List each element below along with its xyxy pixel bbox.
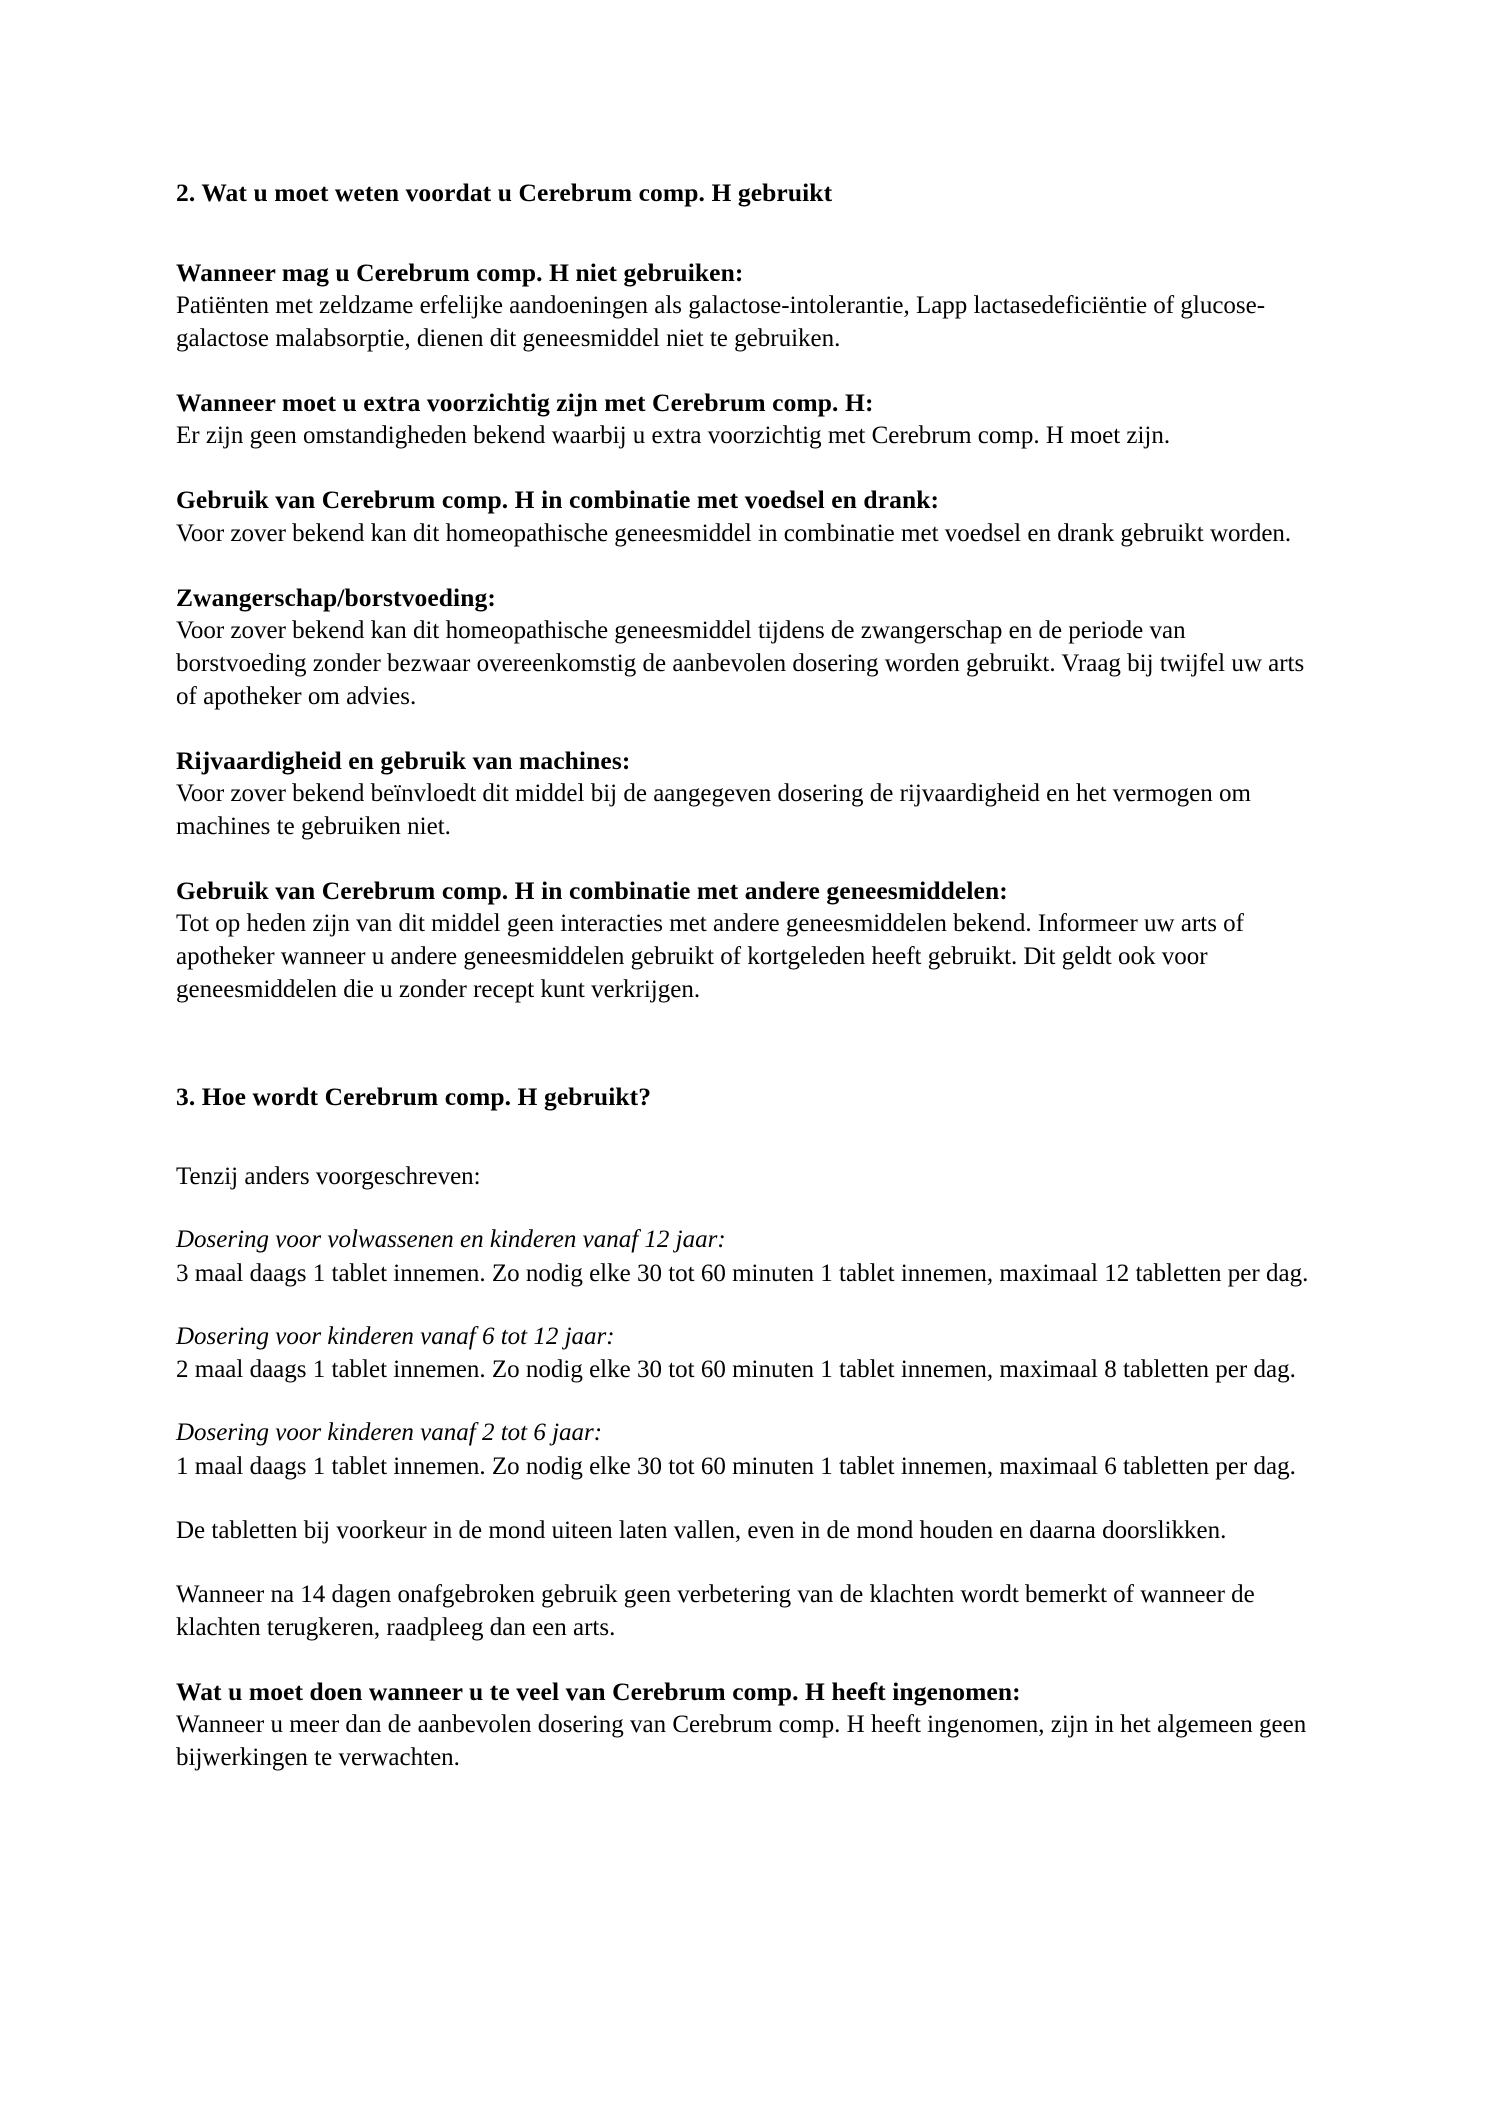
dosage-body: 1 maal daags 1 tablet innemen. Zo nodig elke 30 tot 60 minuten 1 tablet innemen, maximaal 6 tabletten per dag. bbox=[176, 1452, 1296, 1480]
spacer bbox=[176, 1006, 1321, 1080]
block-body: Voor zover bekend kan dit homeopathische geneesmiddel in combinatie met voedsel en drank gebruikt worden. bbox=[176, 519, 1292, 547]
block-heading: Wanneer mag u Cerebrum comp. H niet gebruiken: bbox=[176, 258, 744, 288]
block-body: Voor zover bekend beïnvloedt dit middel bij de aangegeven dosering de rijvaardigheid en het vermogen om machines te gebruiken niet. bbox=[176, 779, 1251, 840]
dosage-heading: Dosering voor kinderen vanaf 2 tot 6 jaar: bbox=[176, 1419, 603, 1447]
section-2-block-2 bbox=[176, 386, 1321, 452]
spacer bbox=[176, 1547, 1321, 1578]
dosage-heading: Dosering voor kinderen vanaf 6 tot 12 jaar: bbox=[176, 1322, 615, 1350]
block-body: Patiënten met zeldzame erfelijke aandoeningen als galactose-intolerantie, Lapp lactasedeficiëntie of glucose-galactose malabsorptie, dienen dit geneesmiddel niet te gebruiken. bbox=[176, 292, 1266, 353]
spacer bbox=[176, 1386, 1321, 1417]
dosage-body: 3 maal daags 1 tablet innemen. Zo nodig elke 30 tot 60 minuten 1 tablet innemen, maximaal 12 tabletten per dag. bbox=[176, 1259, 1309, 1287]
block-heading: Rijvaardigheid en gebruik van machines: bbox=[176, 745, 631, 775]
section-2-block-4 bbox=[176, 581, 1321, 713]
administration-note: De tabletten bij voorkeur in de mond uiteen laten vallen, even in de mond houden en daarna doorslikken. bbox=[176, 1516, 1227, 1544]
duration-warning-note: Wanneer na 14 dagen onafgebroken gebruik geen verbetering van de klachten wordt bemerkt of wanneer de klachten terugkeren, raadpleeg dan een arts. bbox=[176, 1580, 1255, 1641]
spacer bbox=[176, 355, 1321, 386]
dosage-block-children-6-12 bbox=[176, 1321, 1321, 1387]
section-2-title: 2. Wat u moet weten voordat u Cerebrum comp. H gebruikt bbox=[176, 178, 833, 207]
block-heading: Wanneer moet u extra voorzichtig zijn met Cerebrum comp. H: bbox=[176, 388, 874, 418]
document-body bbox=[176, 176, 1321, 1774]
dosage-block-adults bbox=[176, 1224, 1321, 1290]
spacer bbox=[176, 209, 1321, 256]
dosage-heading: Dosering voor volwassenen en kinderen vanaf 12 jaar: bbox=[176, 1226, 726, 1254]
spacer bbox=[176, 1290, 1321, 1321]
section-2-block-6 bbox=[176, 874, 1321, 1006]
section-2-block-3 bbox=[176, 483, 1321, 549]
spacer bbox=[176, 1193, 1321, 1224]
spacer bbox=[176, 1644, 1321, 1675]
overdose-body: Wanneer u meer dan de aanbevolen dosering van Cerebrum comp. H heeft ingenomen, zijn in het algemeen geen bijwerkingen te verwachten. bbox=[176, 1710, 1307, 1771]
section-2-block-1 bbox=[176, 256, 1321, 355]
spacer bbox=[176, 1483, 1321, 1514]
block-heading: Gebruik van Cerebrum comp. H in combinatie met voedsel en drank: bbox=[176, 485, 940, 515]
block-body: Voor zover bekend kan dit homeopathische geneesmiddel tijdens de zwangerschap en de periode van borstvoeding zonder bezwaar overeenkomstig de aanbevolen dosering worden gebruikt. Vraag bij twijfel uw arts of apotheker om advies. bbox=[176, 616, 1305, 710]
overdose-heading: Wat u moet doen wanneer u te veel van Cerebrum comp. H heeft ingenomen: bbox=[176, 1676, 1021, 1706]
section-2-block-5 bbox=[176, 744, 1321, 843]
section-3-intro: Tenzij anders voorgeschreven: bbox=[176, 1163, 481, 1191]
dosage-body: 2 maal daags 1 tablet innemen. Zo nodig elke 30 tot 60 minuten 1 tablet innemen, maximaal 8 tabletten per dag. bbox=[176, 1356, 1296, 1384]
spacer bbox=[176, 452, 1321, 483]
spacer bbox=[176, 550, 1321, 581]
block-body: Tot op heden zijn van dit middel geen interacties met andere geneesmiddelen bekend. Informeer uw arts of apotheker wanneer u andere geneesmiddelen gebruikt of kortgeleden heeft gebruikt. Dit geldt ook voor geneesmiddelen die u zonder recept kunt verkrijgen. bbox=[176, 909, 1244, 1003]
dosage-block-children-2-6 bbox=[176, 1417, 1321, 1483]
overdose-block bbox=[176, 1675, 1321, 1774]
section-3-title: 3. Hoe wordt Cerebrum comp. H gebruikt? bbox=[176, 1081, 652, 1111]
block-heading: Zwangerschap/borstvoeding: bbox=[176, 582, 496, 612]
block-heading: Gebruik van Cerebrum comp. H in combinatie met andere geneesmiddelen: bbox=[176, 875, 1008, 905]
spacer bbox=[176, 843, 1321, 874]
spacer bbox=[176, 713, 1321, 744]
block-body: Er zijn geen omstandigheden bekend waarbij u extra voorzichtig met Cerebrum comp. H moet zijn. bbox=[176, 422, 1171, 450]
spacer bbox=[176, 1113, 1321, 1160]
